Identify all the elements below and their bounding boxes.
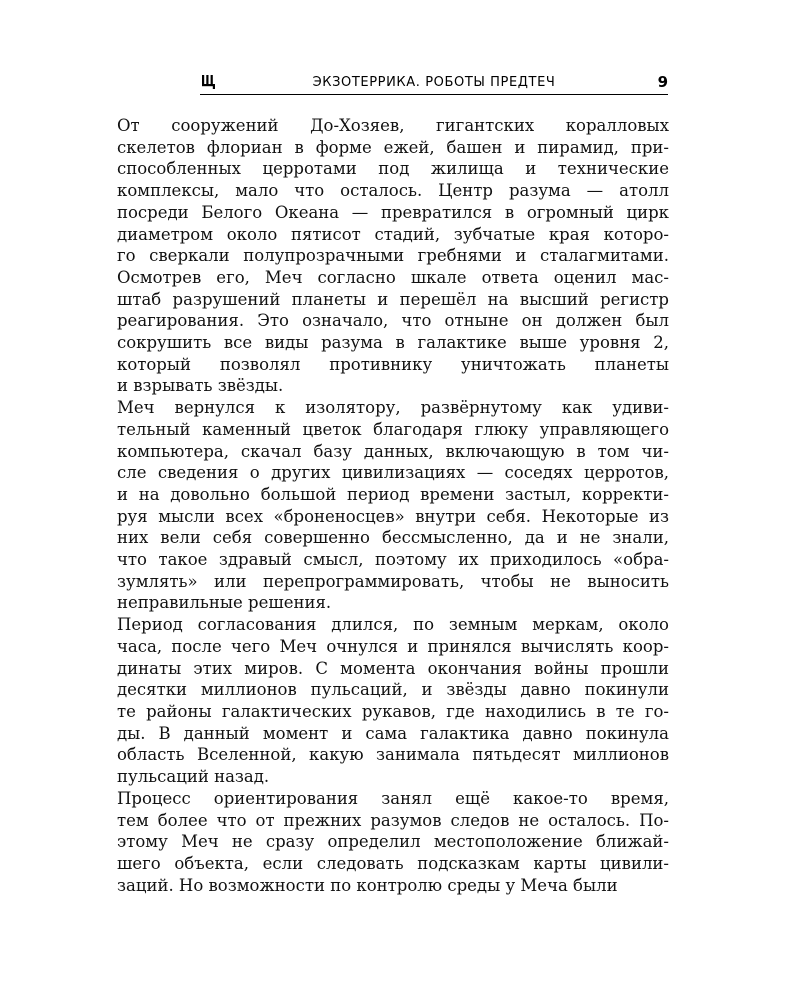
paragraph [117, 614, 669, 788]
text-line: неправильные решения. [117, 593, 332, 613]
page-number: 9 [657, 73, 668, 91]
text-line: штаб разрушений планеты и перешёл на высший регистр [117, 289, 669, 309]
text-line: диаметром около пятисот стадий, зубчатые края которо- [117, 224, 669, 244]
page-header [200, 72, 668, 95]
text-line: посреди Белого Океана — превратился в огромный цирк [117, 202, 669, 222]
text-line: Меч вернулся к изолятору, развёрнутому как удиви- [117, 398, 669, 418]
text-line: который позволял противнику уничтожать планеты [117, 354, 669, 374]
text-line: го сверкали полупрозрачными гребнями и сталагмитами. [117, 246, 669, 266]
text-line: зумлять» или перепрограммировать, чтобы не выносить [117, 571, 669, 591]
text-line: сокрушить все виды разума в галактике выше уровня 2, [117, 333, 669, 353]
text-line: Период согласования длился, по земным меркам, около [117, 615, 669, 635]
text-line: комплексы, мало что осталось. Центр разума — атолл [117, 181, 669, 201]
text-line: тем более что от прежних разумов следов не осталось. По- [117, 810, 669, 830]
text-line: способленных церротами под жилища и технические [117, 159, 669, 179]
text-line: часа, после чего Меч очнулся и принялся вычислять коор- [117, 636, 669, 656]
text-line: реагирования. Это означало, что отныне он должен был [117, 311, 669, 331]
text-line: руя мысли всех «броненосцев» внутри себя. Некоторые из [117, 506, 669, 526]
text-line: Осмотрев его, Меч согласно шкале ответа оценил мас- [117, 267, 669, 287]
text-line: сле сведения о других цивилизациях — соседях церротов, [117, 463, 669, 483]
text-line: и взрывать звёзды. [117, 376, 284, 396]
paragraph [117, 115, 669, 397]
text-line: них вели себя совершенно бессмысленно, да и не знали, [117, 528, 669, 548]
running-title: ЭКЗОТЕРРИКА. РОБОТЫ ПРЕДТЕЧ [312, 75, 556, 90]
text-line: Процесс ориентирования занял ещё какое-то время, [117, 788, 669, 808]
text-line: десятки миллионов пульсаций, и звёзды давно покинули [117, 680, 669, 700]
text-line: шего объекта, если следовать подсказкам карты цивили- [117, 853, 669, 873]
paragraph [117, 788, 669, 897]
text-line: динаты этих миров. С момента окончания войны прошли [117, 658, 669, 678]
text-line: пульсаций назад. [117, 767, 270, 787]
text-line: скелетов флориан в форме ежей, башен и пирамид, при- [117, 137, 669, 157]
text-line: что такое здравый смысл, поэтому их приходилось «обра- [117, 550, 669, 570]
text-line: тельный каменный цветок благодаря глюку управляющего [117, 419, 669, 439]
paragraph [117, 397, 669, 614]
text-line: и на довольно большой период времени застыл, корректи- [117, 484, 669, 504]
text-line: компьютера, скачал базу данных, включающую в том чи- [117, 441, 669, 461]
text-line: ды. В данный момент и сама галактика давно покинула [117, 723, 669, 743]
text-line: область Вселенной, какую занимала пятьдесят миллионов [117, 745, 669, 765]
text-line: те районы галактических рукавов, где находились в те го- [117, 701, 669, 721]
text-line: заций. Но возможности по контролю среды у Меча были [117, 875, 618, 895]
text-line: этому Меч не сразу определил местоположение ближай- [117, 832, 669, 852]
text-line: От сооружений До-Хозяев, гигантских коралловых [117, 116, 669, 135]
body-text [117, 115, 669, 896]
